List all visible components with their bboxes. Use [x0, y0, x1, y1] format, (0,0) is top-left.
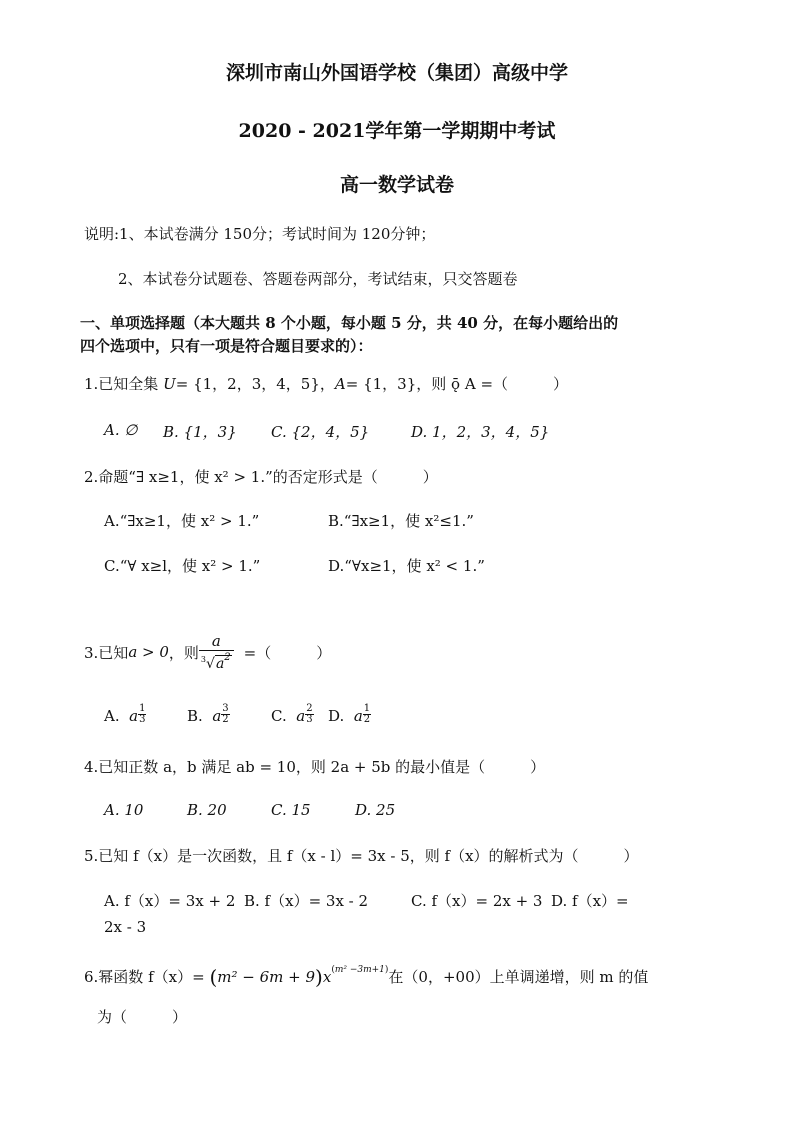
- q3-condition: a > 0: [128, 643, 169, 661]
- q5-option-d-continued: 2x - 3: [104, 918, 147, 936]
- q1-option-b: B. {1，3}: [163, 423, 237, 441]
- note-line-2: 2、本试卷分试题卷、答题卷两部分，考试结束，只交答题卷: [118, 270, 518, 288]
- question-6-stem: 6.幂函数 $f(x)= (m^2 - 6m + 9)x^{(m^2 -3m+1)}$在（0，+00）上单调递增，则 m 的值: [84, 965, 649, 989]
- q3-stem-c: =（ ）: [243, 643, 332, 662]
- q2-option-d: D.“∀x≥1，使 x² < 1.”: [328, 557, 485, 575]
- q2-option-b: B.“∃x≥1，使 x²≤1.”: [328, 512, 474, 530]
- q3-radicand-power: 2: [224, 651, 231, 663]
- q3-root-index: 3: [200, 654, 207, 664]
- q1-stem-c: = {1，3}，则 ǭ: [345, 375, 461, 393]
- q3-stem-b: ，则: [168, 643, 199, 662]
- q4-option-c: C. 15: [271, 801, 311, 819]
- q3-fraction-denominator: [199, 650, 234, 671]
- question-1-stem: [84, 373, 568, 394]
- q6-coefficient: m² − 6m + 9: [217, 968, 316, 986]
- q3-radicand: $a^2$: [215, 651, 231, 672]
- question-2-stem: 2.命题“∃ x≥1，使 x² > 1.”的否定形式是（ ）: [84, 468, 438, 486]
- q3-option-b: B. a $\frac{3}{2}$: [187, 703, 229, 725]
- q6-exponent: (m² −3m+1): [331, 965, 389, 975]
- q3-cube-root: $^3√a^2$: [200, 651, 231, 672]
- note-line-1: 说明:1、本试卷满分 150分；考试时间为 120分钟；: [84, 225, 436, 243]
- q3-option-a: A. a $\frac{1}{3}$: [104, 703, 146, 725]
- q1-stem-a: 1.已知全集: [84, 375, 159, 393]
- q5-option-c: C. f（x）= 2x + 3: [411, 892, 543, 910]
- q5-option-b: B. f（x）= 3x - 2: [244, 892, 369, 910]
- q6-stem-a: 6.幂函数 f（x）=: [84, 968, 205, 986]
- q3-fraction-numerator: a: [211, 631, 221, 650]
- q6-stem-b: 在（0，+00）上单调递增，则 m 的值: [388, 968, 649, 986]
- q3-option-c: C. a $\frac{2}{3}$: [271, 703, 313, 725]
- question-3-stem: [84, 632, 331, 672]
- q1-set-u: U: [163, 375, 176, 393]
- q1-option-c: C. {2，4，5}: [271, 423, 370, 441]
- term-title: 2020 - 2021学年第一学期期中考试: [238, 120, 556, 142]
- q1-stem-b: = {1，2，3，4，5}，: [175, 375, 335, 393]
- q3-option-d: D. a $\frac{1}{2}$: [328, 703, 371, 725]
- question-5-stem: 5.已知 f（x）是一次函数，且 f（x - l）= 3x - 5，则 f（x）的解析式为（ ）: [84, 847, 639, 865]
- q3-fraction: [199, 631, 234, 672]
- q5-option-d: D. f（x）=: [551, 892, 629, 910]
- q4-option-d: D. 25: [355, 801, 396, 819]
- q1-option-d: D. 1，2，3，4，5}: [411, 423, 550, 441]
- q1-set-a: A: [334, 375, 346, 393]
- question-4-stem: 4.已知正数 a，b 满足 ab = 10，则 2a + 5b 的最小值是（ ）: [84, 758, 546, 776]
- q2-option-c: C.“∀ x≥l，使 x² > 1.”: [104, 557, 261, 575]
- question-6-stem-cont: 为（ ）: [97, 1008, 188, 1026]
- q4-option-b: B. 20: [187, 801, 227, 819]
- q1-stem-d: A =（ ）: [464, 375, 569, 393]
- q5-option-a: A. f（x）= 3x + 2: [104, 892, 236, 910]
- q3-stem-a: 3.已知: [84, 643, 129, 662]
- section-heading-line-2: 四个选项中，只有一项是符合题目要求的）：: [80, 337, 373, 355]
- q2-option-a: A.“∃x≥1，使 x² > 1.”: [104, 512, 260, 530]
- school-title: 深圳市南山外国语学校（集团）高级中学: [225, 62, 568, 84]
- q1-option-a: A. ∅: [104, 421, 138, 439]
- paper-title: 高一数学试卷: [339, 174, 454, 196]
- q4-option-a: A. 10: [104, 801, 144, 819]
- section-heading-line-1: 一、单项选择题（本大题共 8 个小题，每小题 5 分，共 40 分，在每小题给出的: [80, 314, 619, 332]
